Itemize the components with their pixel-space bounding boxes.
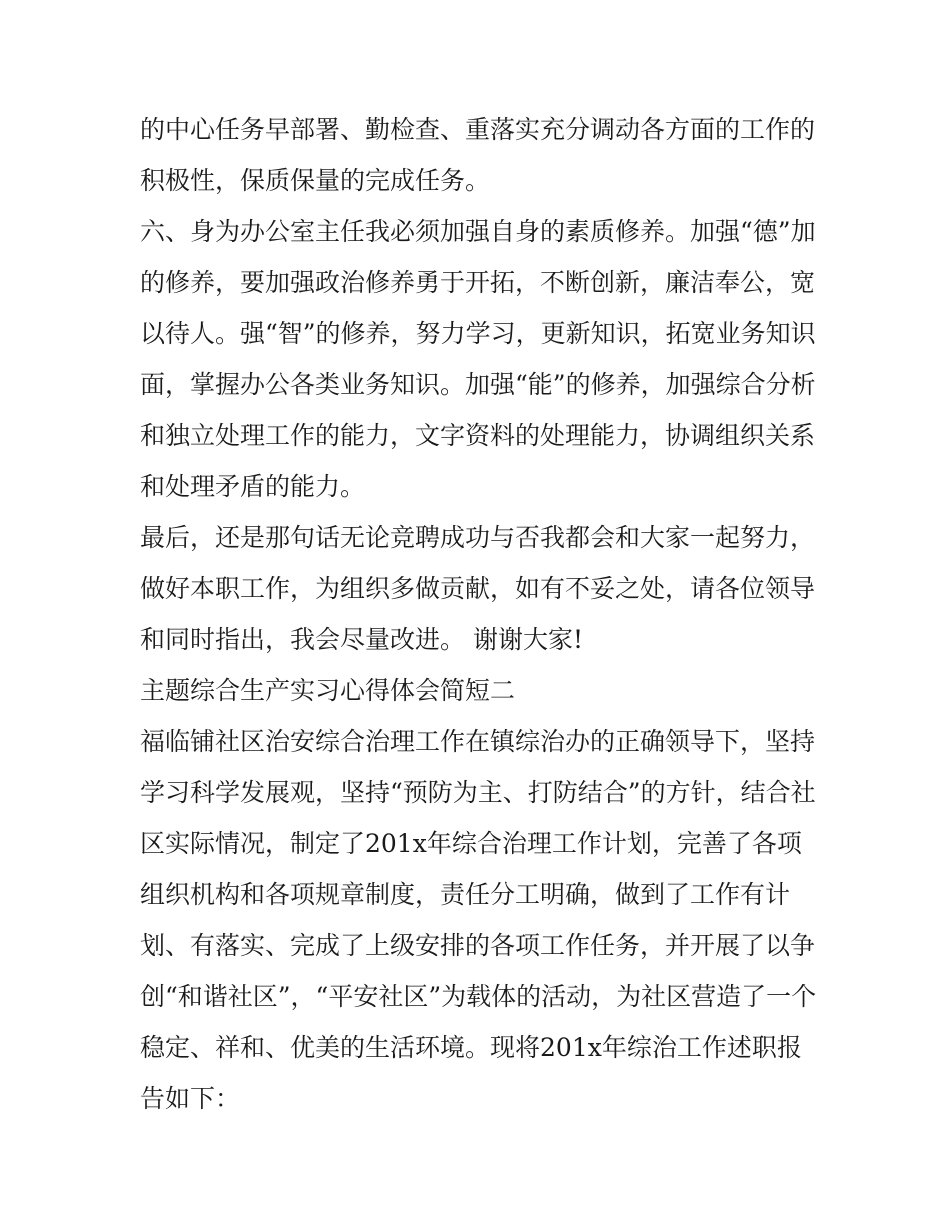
text-line: 创“和谐社区”，“平安社区”为载体的活动，为社区营造了一个 [140,982,817,1011]
text-line: 的中心任务早部署、勤检查、重落实充分调动各方面的工作的 [140,115,816,144]
text-line: 和同时指出，我会尽量改进。 谢谢大家! [140,625,583,654]
text-line: 划、有落实、完成了上级安排的各项工作任务，并开展了以争 [140,931,816,960]
document-body [140,104,820,1124]
text-line: 积极性，保质保量的完成任务。 [140,166,491,195]
text-line: 六、身为办公室主任我必须加强自身的素质修养。加强“德”加 [140,217,816,246]
text-line: 的修养，要加强政治修养勇于开拓，不断创新，廉洁奉公，宽 [140,268,816,297]
text-line: 面，掌握办公各类业务知识。加强“能”的修养，加强综合分析 [140,370,816,399]
text-line: 稳定、祥和、优美的生活环境。现将201x年综治工作述职报 [140,1033,802,1062]
text-line: 组织机构和各项规章制度，责任分工明确，做到了工作有计 [140,880,791,909]
text-line: 以待人。强“智”的修养，努力学习，更新知识，拓宽业务知识 [140,319,816,348]
text-line: 区实际情况，制定了201x年综合治理工作计划，完善了各项 [140,829,802,858]
text-line: 告如下： [140,1084,241,1113]
section-heading: 主题综合生产实习心得体会简短二 [140,676,516,705]
text-line: 最后，还是那句话无论竞聘成功与否我都会和大家一起努力， [140,523,816,552]
text-line: 学习科学发展观，坚持“预防为主、打防结合”的方针，结合社 [140,778,816,807]
text-line: 福临铺社区治安综合治理工作在镇综治办的正确领导下，坚持 [140,727,816,756]
text-line: 和处理矛盾的能力。 [140,472,366,501]
text-line: 做好本职工作，为组织多做贡献，如有不妥之处，请各位领导 [140,574,816,603]
text-line: 和独立处理工作的能力，文字资料的处理能力，协调组织关系 [140,421,816,450]
